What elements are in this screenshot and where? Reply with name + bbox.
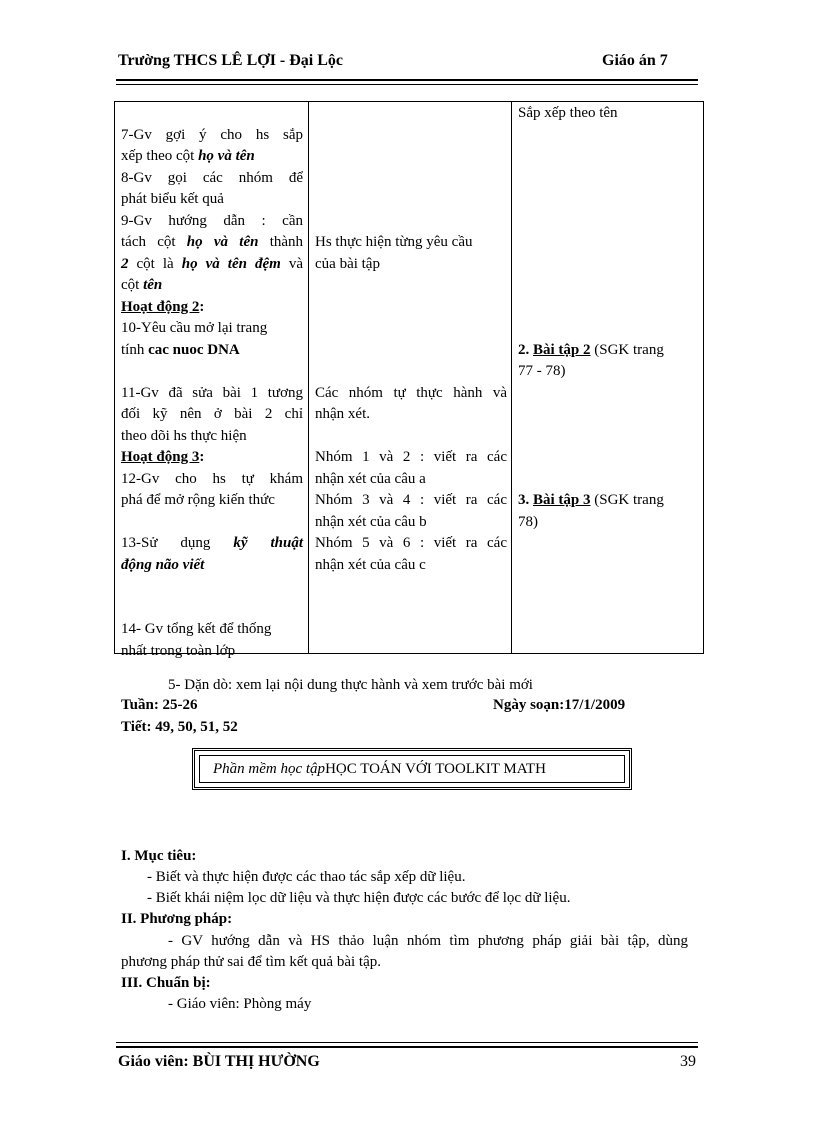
cell-text-run: tách cột bbox=[121, 234, 187, 250]
cell-line bbox=[121, 275, 303, 297]
cell-line bbox=[518, 469, 698, 491]
content-column bbox=[518, 103, 698, 533]
cell-line bbox=[121, 555, 303, 577]
teacher-activity-column bbox=[121, 103, 303, 662]
footer-teacher: Giáo viên: BÙI THỊ HƯỜNG bbox=[118, 1053, 320, 1070]
cell-line: đối kỹ nên ở bài 2 chỉ bbox=[121, 406, 303, 422]
footer-rule bbox=[116, 1046, 698, 1048]
column-divider bbox=[511, 102, 512, 653]
cell-line bbox=[315, 146, 507, 168]
section-method-heading: II. Phương pháp: bbox=[121, 911, 233, 927]
cell-line bbox=[315, 189, 507, 211]
cell-line: theo dõi hs thực hiện bbox=[121, 427, 247, 444]
cell-text-run: họ và tên đệm bbox=[181, 255, 281, 272]
cell-line: 8-Gv gọi các nhóm để bbox=[121, 169, 303, 186]
lesson-title bbox=[213, 761, 546, 778]
cell-text-run: 2 bbox=[121, 255, 129, 272]
cell-line bbox=[121, 340, 303, 362]
cell-text-run: cột là bbox=[128, 255, 182, 272]
cell-line: Nhóm 5 và 6 : viết ra các bbox=[315, 535, 507, 551]
cell-line bbox=[518, 168, 698, 190]
periods-label: Tiết: 49, 50, 51, 52 bbox=[121, 719, 238, 735]
title-prefix: Phần mềm học tập bbox=[213, 761, 326, 777]
cell-line bbox=[121, 103, 303, 125]
cell-line bbox=[121, 598, 303, 620]
cell-line bbox=[518, 404, 698, 426]
cell-text-run: kỹ thuật bbox=[233, 535, 304, 551]
cell-line bbox=[121, 146, 303, 168]
cell-line: Nhóm 1 và 2 : viết ra các bbox=[315, 449, 507, 465]
cell-line bbox=[518, 211, 698, 233]
cell-text-run: Hoạt động 3 bbox=[121, 449, 200, 465]
cell-line: phá để mở rộng kiến thức bbox=[121, 492, 275, 508]
cell-line bbox=[518, 490, 698, 512]
cell-text-run: tính bbox=[121, 341, 149, 358]
date-label: Ngày soạn:17/1/2009 bbox=[493, 697, 626, 713]
cell-text-run: Bài tập 3 bbox=[533, 492, 591, 508]
cell-text-run: thành bbox=[258, 234, 304, 250]
cell-line bbox=[315, 297, 507, 319]
cell-line: Hs thực hiện từng yêu cầu bbox=[315, 234, 473, 250]
cell-text-run: cac nuoc DNA bbox=[148, 341, 240, 358]
cell-line bbox=[121, 232, 303, 254]
column-divider bbox=[308, 102, 309, 653]
cell-line: nhận xét của câu b bbox=[315, 513, 427, 530]
cell-line bbox=[121, 533, 303, 555]
cell-line: Nhóm 3 và 4 : viết ra các bbox=[315, 492, 507, 508]
cell-text-run: (SGK trang bbox=[590, 341, 664, 358]
cell-line bbox=[518, 426, 698, 448]
objective-line: - Biết khái niệm lọc dữ liệu và thực hiện được các bước để lọc dữ liệu. bbox=[147, 890, 571, 906]
lesson-table bbox=[114, 101, 704, 659]
cell-line: phát biểu kết quả bbox=[121, 191, 224, 207]
lesson-title-box bbox=[192, 748, 632, 790]
method-line: phương pháp thử sai để tìm kết quả bài tập. bbox=[121, 954, 381, 970]
page-number: 39 bbox=[680, 1053, 696, 1070]
cell-text-run: Bài tập 2 bbox=[533, 341, 591, 358]
cell-line bbox=[518, 232, 698, 254]
header-rule bbox=[116, 79, 698, 81]
cell-text-run: tên bbox=[143, 277, 163, 293]
cell-text-run: họ và tên bbox=[186, 234, 259, 250]
cell-line bbox=[121, 361, 303, 383]
section-objectives-heading: I. Mục tiêu: bbox=[121, 848, 197, 864]
cell-line bbox=[518, 297, 698, 319]
cell-line bbox=[315, 426, 507, 448]
cell-line: 10-Yêu cầu mở lại trang bbox=[121, 320, 268, 336]
cell-line bbox=[121, 447, 303, 469]
cell-line bbox=[121, 254, 303, 276]
cell-line: 14- Gv tổng kết để thống bbox=[121, 621, 272, 637]
header-plan: Giáo án 7 bbox=[602, 52, 668, 69]
cell-text-run: họ và tên bbox=[198, 148, 255, 164]
cell-line bbox=[121, 576, 303, 598]
cell-line bbox=[518, 189, 698, 211]
cell-text-run: 2. bbox=[518, 341, 533, 358]
cell-line bbox=[315, 103, 507, 125]
cell-line bbox=[315, 275, 507, 297]
header-rule-thin bbox=[116, 84, 698, 85]
cell-line bbox=[518, 146, 698, 168]
title-main: HỌC TOÁN VỚI TOOLKIT MATH bbox=[325, 761, 546, 777]
cell-text-run: 3. bbox=[518, 492, 533, 508]
cell-line: nhận xét. bbox=[315, 406, 370, 422]
cell-text-run: cột bbox=[121, 277, 144, 293]
cell-text-run: 13-Sử dụng bbox=[121, 535, 234, 551]
cell-line: 9-Gv hướng dẫn : cần bbox=[121, 212, 303, 229]
cell-text-run: : bbox=[199, 449, 205, 465]
cell-line: nhận xét của câu c bbox=[315, 556, 426, 573]
cell-line: nhất trong toàn lớp bbox=[121, 642, 236, 659]
cell-line bbox=[315, 125, 507, 147]
method-line: - GV hướng dẫn và HS thảo luận nhóm tìm phương pháp giải bài tập, dùng bbox=[168, 933, 688, 949]
cell-line bbox=[315, 211, 507, 233]
preparation-line: - Giáo viên: Phòng máy bbox=[168, 996, 312, 1012]
cell-line: 7-Gv gợi ý cho hs sắp bbox=[121, 126, 303, 143]
cell-text-run: : bbox=[199, 298, 205, 315]
cell-text-run: và bbox=[280, 255, 303, 272]
homework-note: 5- Dặn dò: xem lại nội dung thực hành và xem trước bài mới bbox=[168, 677, 533, 693]
student-activity-column bbox=[315, 103, 507, 576]
cell-line bbox=[518, 383, 698, 405]
cell-text-run: xếp theo cột bbox=[121, 148, 199, 164]
section-preparation-heading: III. Chuẩn bị: bbox=[121, 975, 211, 991]
cell-line bbox=[315, 168, 507, 190]
cell-line: nhận xét của câu a bbox=[315, 470, 426, 487]
cell-line bbox=[518, 340, 698, 362]
cell-line: 77 - 78) bbox=[518, 363, 566, 379]
cell-line bbox=[518, 275, 698, 297]
cell-line bbox=[121, 512, 303, 534]
cell-line: 11-Gv đã sửa bài 1 tương bbox=[121, 384, 303, 401]
week-label: Tuần: 25-26 bbox=[121, 697, 198, 713]
cell-line bbox=[121, 297, 303, 319]
cell-line: Các nhóm tự thực hành và bbox=[315, 384, 507, 401]
objective-line: - Biết và thực hiện được các thao tác sắp xếp dữ liệu. bbox=[147, 869, 466, 885]
cell-line bbox=[315, 318, 507, 340]
cell-line bbox=[518, 318, 698, 340]
cell-line: 78) bbox=[518, 513, 538, 530]
cell-line: Sắp xếp theo tên bbox=[518, 105, 618, 121]
cell-line bbox=[518, 447, 698, 469]
cell-line bbox=[315, 361, 507, 383]
header-school: Trường THCS LÊ LỢI - Đại Lộc bbox=[118, 52, 344, 69]
cell-line bbox=[518, 125, 698, 147]
cell-text-run: động não viết bbox=[121, 556, 205, 573]
footer-rule-thin bbox=[116, 1042, 698, 1043]
cell-line: của bài tập bbox=[315, 255, 380, 272]
cell-line: 12-Gv cho hs tự khám bbox=[121, 470, 303, 487]
cell-line bbox=[518, 254, 698, 276]
cell-text-run: (SGK trang bbox=[590, 492, 664, 508]
cell-text-run: Hoạt động 2 bbox=[121, 298, 200, 315]
cell-line bbox=[315, 340, 507, 362]
